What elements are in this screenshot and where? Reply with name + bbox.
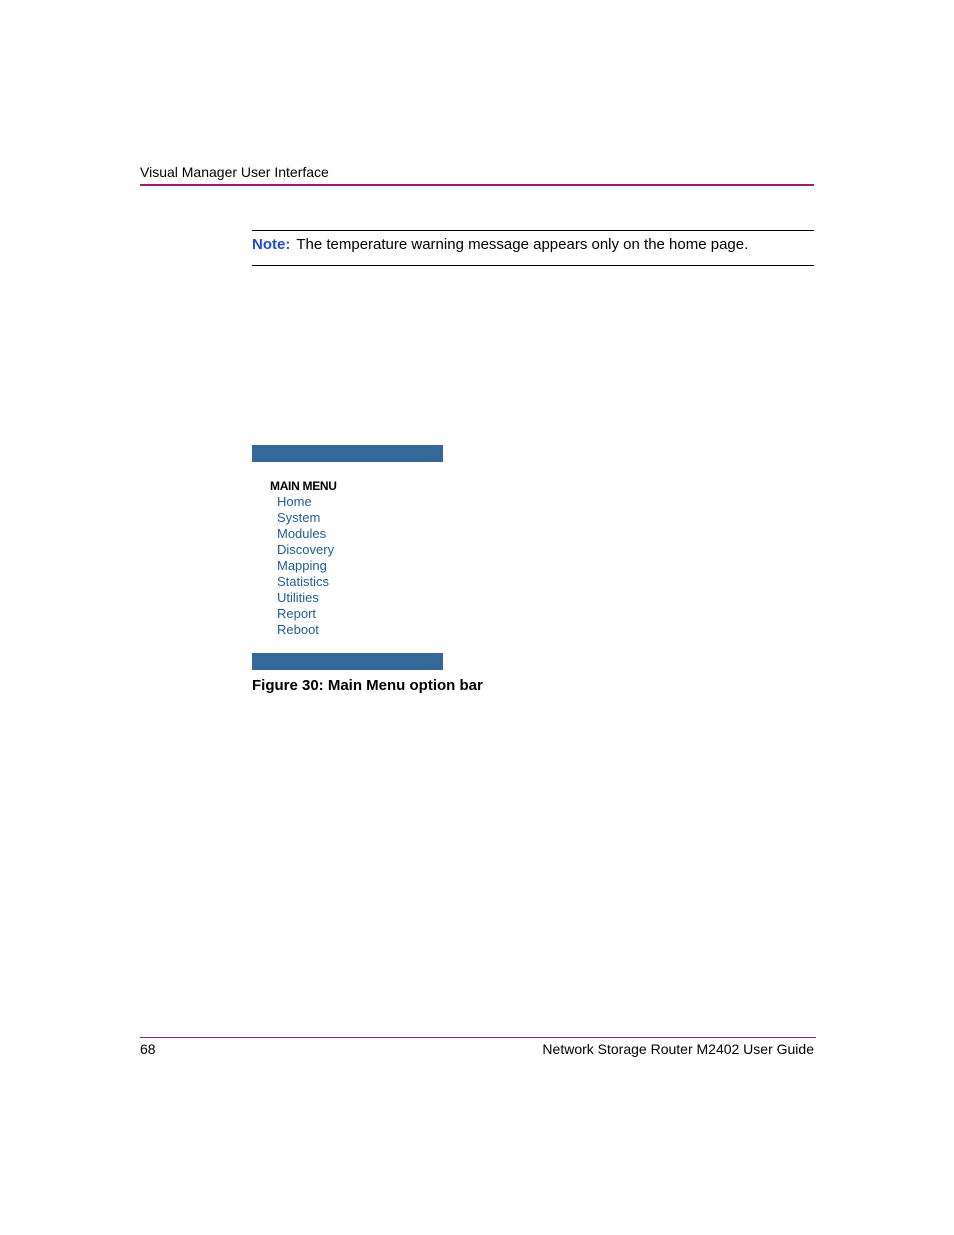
note-label: Note: bbox=[252, 236, 291, 253]
main-menu-list bbox=[277, 494, 334, 638]
document-title: Network Storage Router M2402 User Guide bbox=[542, 1041, 814, 1057]
menu-bottom-bar bbox=[252, 653, 443, 670]
menu-item-home[interactable]: Home bbox=[277, 494, 312, 509]
main-menu-title: MAIN MENU bbox=[270, 479, 337, 493]
running-header: Visual Manager User Interface bbox=[140, 164, 329, 180]
note-block bbox=[252, 235, 748, 255]
header-rule bbox=[140, 184, 814, 186]
menu-item-system[interactable]: System bbox=[277, 510, 321, 525]
note-bottom-rule bbox=[252, 265, 814, 266]
figure-caption: Figure 30: Main Menu option bar bbox=[252, 677, 483, 694]
menu-top-bar bbox=[252, 445, 443, 462]
menu-item-statistics[interactable]: Statistics bbox=[277, 574, 330, 589]
note-text: The temperature warning message appears only on the home page. bbox=[296, 236, 749, 253]
menu-item-utilities[interactable]: Utilities bbox=[277, 590, 319, 605]
menu-item-reboot[interactable]: Reboot bbox=[277, 622, 319, 637]
menu-item-modules[interactable]: Modules bbox=[277, 526, 327, 541]
menu-item-mapping[interactable]: Mapping bbox=[277, 558, 327, 573]
menu-item-discovery[interactable]: Discovery bbox=[277, 542, 335, 557]
page-number: 68 bbox=[140, 1041, 156, 1057]
note-top-rule bbox=[252, 230, 814, 231]
footer-rule bbox=[140, 1037, 816, 1038]
menu-item-report[interactable]: Report bbox=[277, 606, 317, 621]
